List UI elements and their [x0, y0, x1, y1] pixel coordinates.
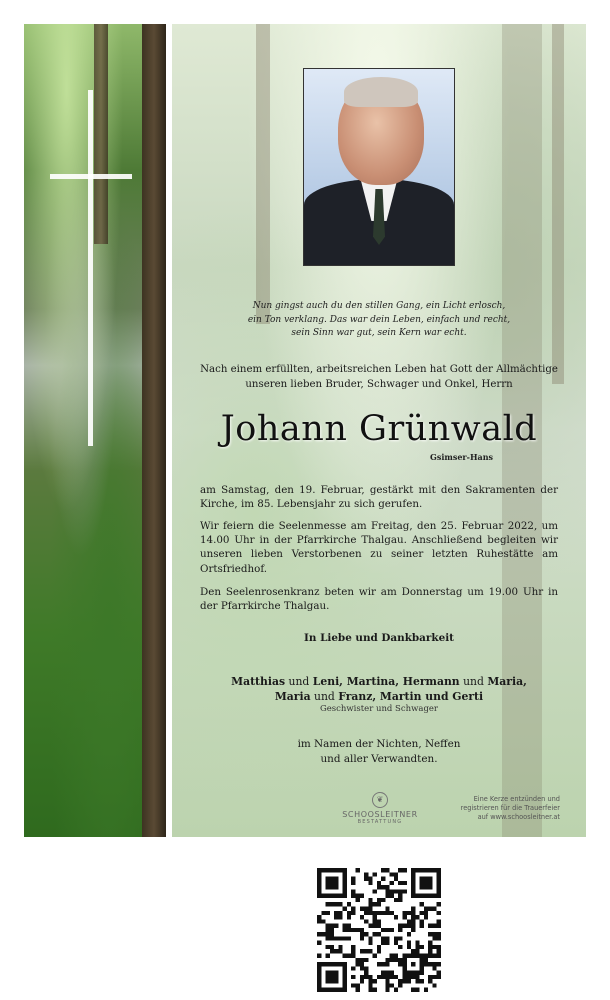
funeral-mass-paragraph: Wir feiern die Seelenmesse am Freitag, den 25. Februar 2022, um 14.00 Uhr in der Pfarrkirche Thalgau. Anschließend begleiten wir unseren lieben Verstorbenen zu seiner letzten Ruhestätte am Ortsfriedhof.	[200, 520, 558, 575]
family-name-part: und	[310, 690, 339, 703]
death-notice-paragraph: am Samstag, den 19. Februar, gestärkt mit den Sakramenten der Kirche, im 85. Lebensjahr zu sich gerufen.	[200, 484, 558, 511]
forest-strip-image	[24, 24, 166, 837]
family-line-2	[172, 689, 586, 704]
funeral-home-logo	[340, 792, 420, 825]
intro-text	[172, 362, 586, 392]
tree-trunk	[94, 24, 108, 244]
family-name-part: Matthias	[231, 675, 286, 688]
cross-icon-bar	[50, 174, 132, 179]
family-relation: Geschwister und Schwager	[319, 704, 438, 714]
candle-note	[432, 795, 560, 823]
note-line: registrieren für die Trauerfeier	[460, 804, 560, 813]
note-line: auf www.schoosleitner.at	[477, 813, 560, 822]
deceased-nickname: Gsimser-Hans	[430, 452, 494, 462]
poem-line: ein Ton verklang. Das war dein Leben, einfach und recht,	[247, 314, 511, 325]
family-name-part: und	[459, 675, 488, 688]
deceased-name: Johann Grünwald	[220, 409, 538, 449]
family-line-1	[172, 674, 586, 689]
poem	[172, 300, 586, 341]
family-name-part: Maria	[274, 690, 311, 703]
poem-line: sein Sinn war gut, sein Kern war echt.	[291, 328, 467, 338]
family-names	[172, 674, 586, 704]
closing-line: im Namen der Nichten, Neffen	[297, 738, 461, 750]
portrait-photo	[303, 68, 455, 266]
family-name-part: und	[285, 675, 313, 688]
intro-line: Nach einem erfüllten, arbeitsreichen Leben hat Gott der Allmächtige	[200, 364, 558, 375]
family-name-part: Maria,	[487, 675, 527, 688]
background-tree	[256, 24, 270, 324]
intro-line: unseren lieben Bruder, Schwager und Onkel, Herrn	[245, 379, 513, 390]
family-name-part: Franz, Martin und Gerti	[338, 690, 484, 703]
love-line: In Liebe und Dankbarkeit	[304, 632, 454, 644]
poem-line: Nun gingst auch du den stillen Gang, ein Licht erlosch,	[252, 301, 506, 311]
tree-trunk	[142, 24, 166, 837]
qr-code-icon[interactable]	[317, 868, 441, 992]
rosary-paragraph: Den Seelenrosenkranz beten wir am Donnerstag um 19.00 Uhr in der Pfarrkirche Thalgau.	[200, 586, 558, 613]
cross-icon	[88, 90, 93, 446]
portrait-hair	[344, 77, 418, 107]
candle-icon: ❦	[372, 792, 388, 808]
obituary-panel	[172, 24, 586, 837]
closing-line: und aller Verwandten.	[320, 753, 438, 765]
family-name-part: Leni, Martina, Hermann	[312, 675, 460, 688]
note-line: Eine Kerze entzünden und	[473, 795, 560, 803]
logo-brand: SCHOOSLEITNER	[342, 810, 418, 819]
closing-text	[172, 737, 586, 767]
logo-subtitle: BESTATTUNG	[357, 819, 403, 825]
